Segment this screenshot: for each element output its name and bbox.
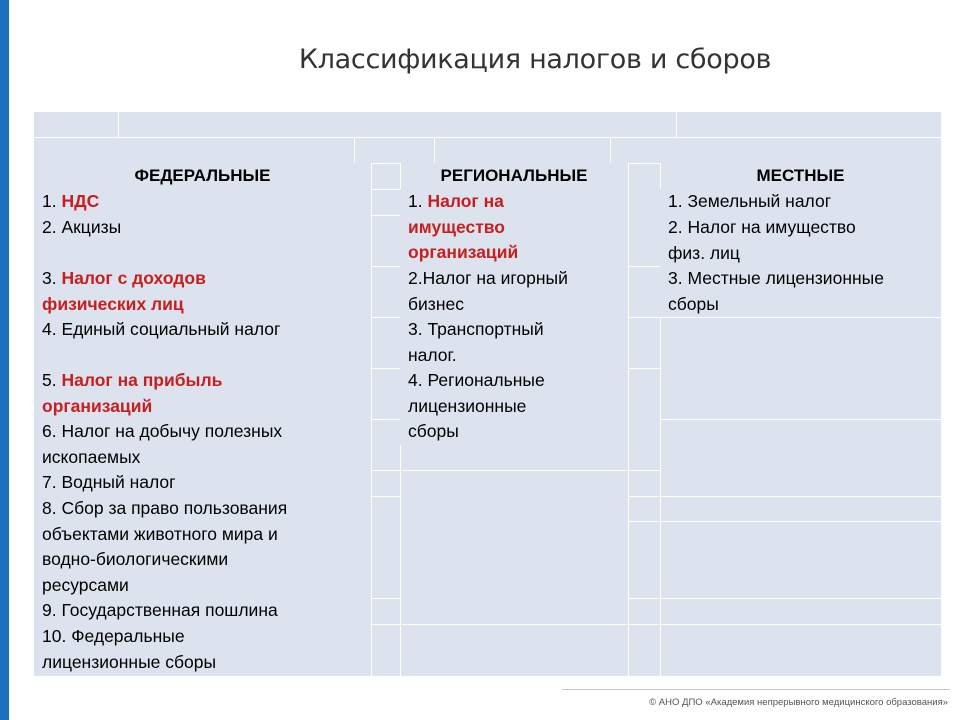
column-divider xyxy=(628,163,629,676)
regional-tax-4: 4. Региональные лицензионные сборы xyxy=(400,368,628,445)
local-tax-1: 1. Земельный налог xyxy=(660,189,941,215)
federal-tax-4: 4. Единый социальный налог xyxy=(34,317,371,343)
federal-tax-1: 1. НДС xyxy=(34,189,371,215)
column-divider xyxy=(118,111,119,137)
regional-tax-1: 1. Налог на имущество организаций xyxy=(400,189,628,266)
row-divider xyxy=(660,521,941,522)
column-divider xyxy=(354,137,355,163)
slide-title: Классификация налогов и сборов xyxy=(298,44,772,75)
federal-tax-8: 8. Сбор за право пользования объектами животного мира и водно-биологическими ресурсами xyxy=(34,496,371,598)
column-divider xyxy=(434,137,435,163)
federal-tax-9: 9. Государственная пошлина xyxy=(34,598,371,624)
tax-classification-table xyxy=(34,111,941,676)
local-tax-3: 3. Местные лицензионные сборы xyxy=(660,266,941,317)
federal-tax-2: 2. Акцизы xyxy=(34,215,371,241)
row-divider xyxy=(660,598,941,599)
regional-tax-2: 2.Налог на игорный бизнес xyxy=(400,266,628,317)
row-divider xyxy=(400,470,660,471)
row-divider xyxy=(660,419,941,420)
federal-tax-5: 5. Налог на прибыль организаций xyxy=(34,368,371,419)
row-divider xyxy=(628,496,660,497)
local-tax-2: 2. Налог на имущество физ. лиц xyxy=(660,215,941,266)
column-divider xyxy=(610,137,611,163)
row-divider xyxy=(628,598,660,599)
footer-copyright: © АНО ДПО «Академия непрерывного медицинского образования» xyxy=(649,697,948,708)
footer-divider xyxy=(562,689,950,690)
table-top-border xyxy=(34,111,941,112)
column-divider xyxy=(676,111,677,137)
header-regional: РЕГИОНАЛЬНЫЕ xyxy=(400,163,628,189)
row-divider xyxy=(660,496,941,497)
regional-tax-3: 3. Транспортный налог. xyxy=(400,317,628,368)
header-federal: ФЕДЕРАЛЬНЫЕ xyxy=(34,163,371,189)
row-divider xyxy=(628,521,660,522)
federal-tax-3: 3. Налог с доходов физических лиц xyxy=(34,266,371,317)
federal-tax-10: 10. Федеральные лицензионные сборы xyxy=(34,624,371,675)
row-divider xyxy=(34,137,941,138)
federal-tax-7: 7. Водный налог xyxy=(34,470,371,496)
header-local: МЕСТНЫЕ xyxy=(660,163,941,189)
federal-tax-6: 6. Налог на добычу полезных ископаемых xyxy=(34,419,371,470)
slide-accent-bar xyxy=(0,0,9,720)
